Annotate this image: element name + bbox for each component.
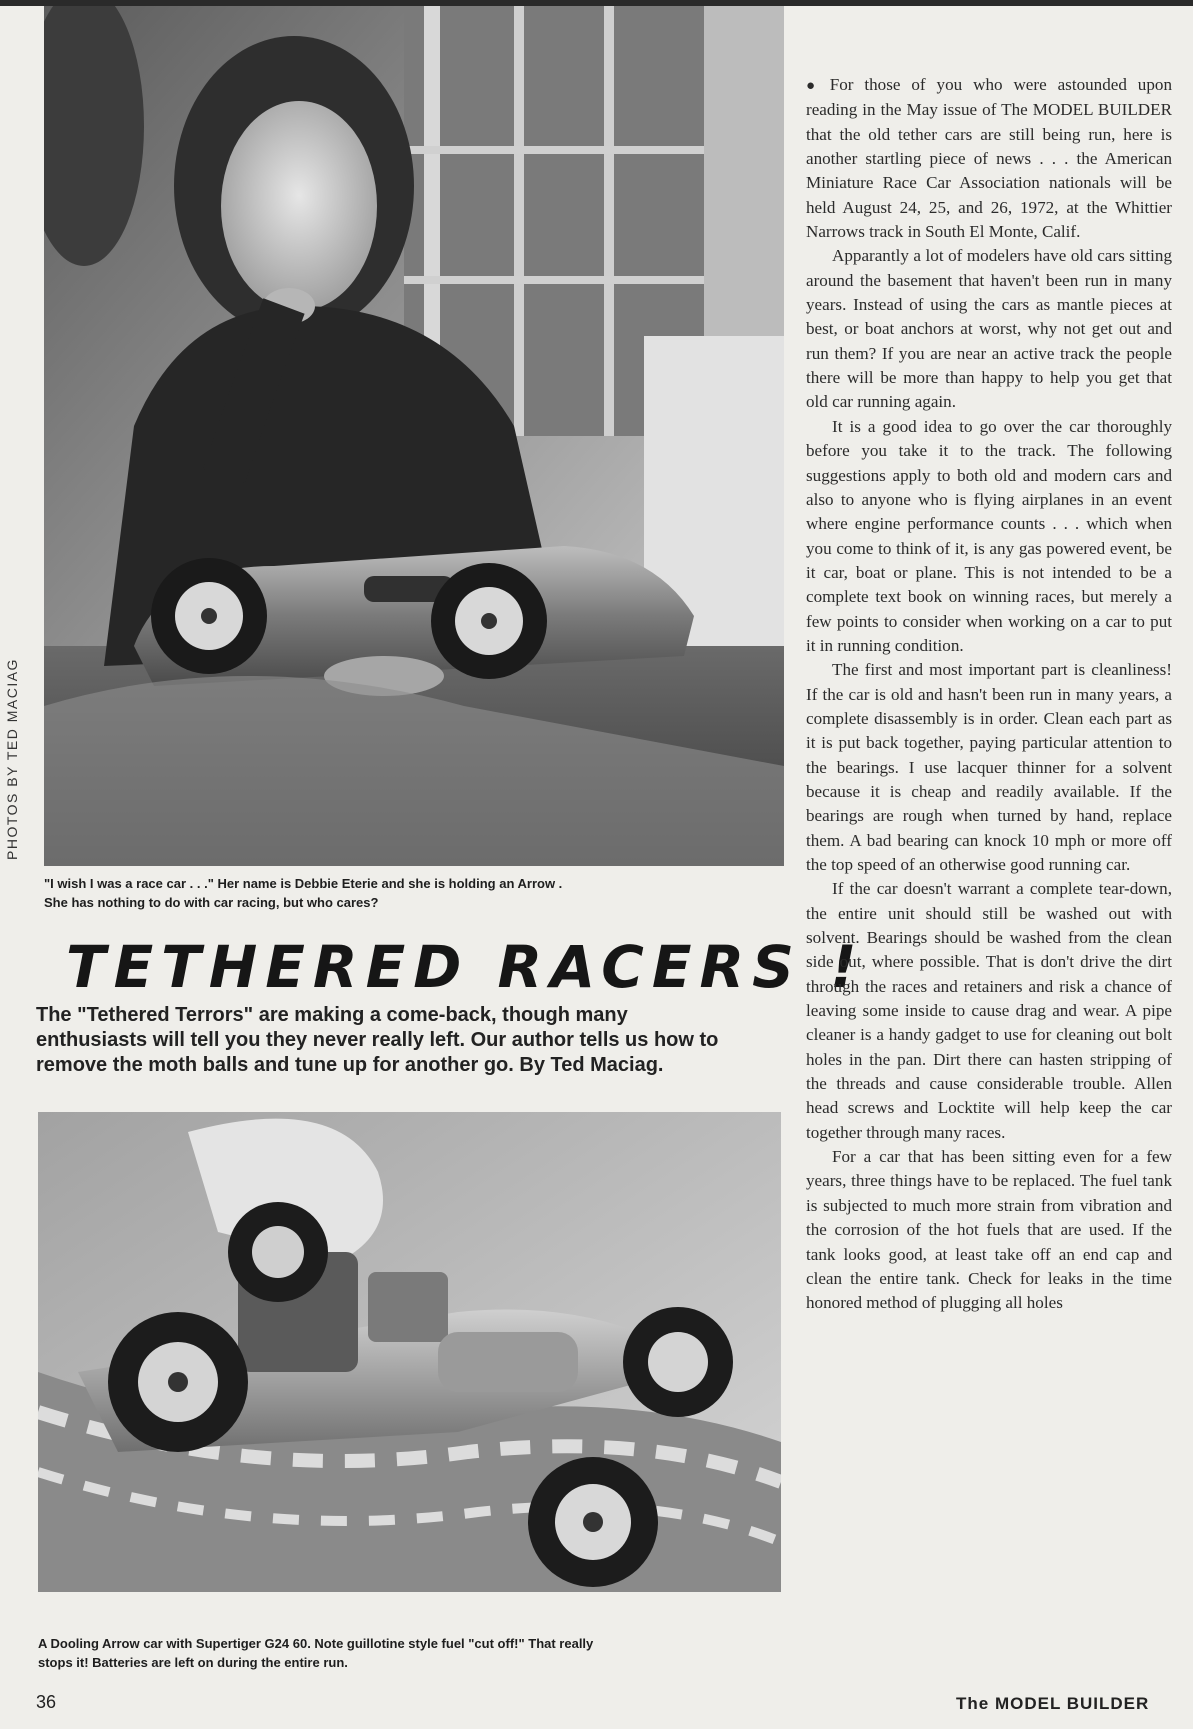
photo1-caption-line: She has nothing to do with car racing, but who cares? xyxy=(44,895,379,910)
deck xyxy=(36,1003,796,1078)
bullet-icon: ● xyxy=(806,78,822,94)
article-column xyxy=(806,73,1172,1316)
photo-credit: PHOTOS BY TED MACIAG xyxy=(4,658,20,860)
article-paragraph: For a car that has been sitting even for a few years, three things have to be replaced. The fuel tank is subjected to much more strain from vibration and the corrosion of the hot fuels that are used. If the tank looks good, at least take off an end cap and clean the entire tank. Check for leaks in the time honored method of plugging all holes xyxy=(806,1147,1172,1313)
photo1-caption-line: "I wish I was a race car . . ." Her name is Debbie Eterie and she is holding an Arrow . xyxy=(44,876,563,891)
article-paragraph: It is a good idea to go over the car thoroughly before you take it to the track. The following suggestions apply to both old and modern cars and also to anyone who is flying airplanes in an event where engine performance counts . . . which when you come to think of it, is any gas powered event, be it car, boat or plane. This is not intended to be a complete text book on winning races, but merely a few points to consider when working on a car to put it in running condition. xyxy=(806,416,1172,655)
article-paragraph-text: For those of you who were astounded upon reading in the May issue of The MODEL BUILDER that the old tether cars are still being run, here is another startling piece of news . . . the American Miniature Race Car Association nationals will be held August 24, 25, and 26, 1972, at the Whittier Narrows track in South El Monte, Calif. xyxy=(806,75,1172,242)
race-car-chassis-photo xyxy=(38,1112,781,1592)
headline: TETHERED RACERS ! xyxy=(66,933,865,1001)
deck-line: enthusiasts will tell you they never really left. Our author tells us how to xyxy=(36,1029,719,1051)
photo2-caption-line: stops it! Batteries are left on during the entire run. xyxy=(38,1655,348,1670)
deck-line: The "Tethered Terrors" are making a come-back, though many xyxy=(36,1004,628,1026)
page-number: 36 xyxy=(36,1692,57,1712)
deck-line: remove the moth balls and tune up for another go. By Ted Maciag. xyxy=(36,1054,664,1076)
photo2-caption-line: A Dooling Arrow car with Supertiger G24 60. Note guillotine style fuel "cut off!" That really xyxy=(38,1636,594,1651)
article-paragraph: Apparantly a lot of modelers have old cars sitting around the basement that haven't been run in many years. Instead of using the cars as mantle pieces at best, or boat anchors at worst, why not get out and run them? If you are near an active track the people there will be more than happy to help you get that old car running again. xyxy=(806,246,1172,412)
photo2-caption xyxy=(38,1634,788,1672)
article-paragraph xyxy=(806,73,1172,244)
photo1-caption xyxy=(44,874,744,912)
article-paragraph: If the car doesn't warrant a complete tear-down, the entire unit should still be washed out with solvent. Bearings should be washed from the clean side out, where possible. That is don't drive the dirt through the races and retainers and risk a chance of leaving some inside to cause drag and wear. A pipe cleaner is a handy gadget to use for cleaning out bolt holes in the pan. Dirt there can hasten stripping of the threads and cause considerable trouble. Allen head screws and Locktite will help keep the car together through many races. xyxy=(806,879,1172,1142)
article-paragraph: The first and most important part is cleanliness! If the car is old and hasn't been run in many years, a complete disassembly is in order. Clean each part as it is put back together, paying particular attention to the bearings. I use lacquer thinner for a solvent because it is cheap and readily available. If the bearings are rough when turned by hand, replace them. A bad bearing can knock 10 mph or more off the top speed of an otherwise good running car. xyxy=(806,660,1172,874)
woman-with-race-car-photo xyxy=(44,6,784,866)
magazine-title: The MODEL BUILDER xyxy=(956,1694,1150,1713)
